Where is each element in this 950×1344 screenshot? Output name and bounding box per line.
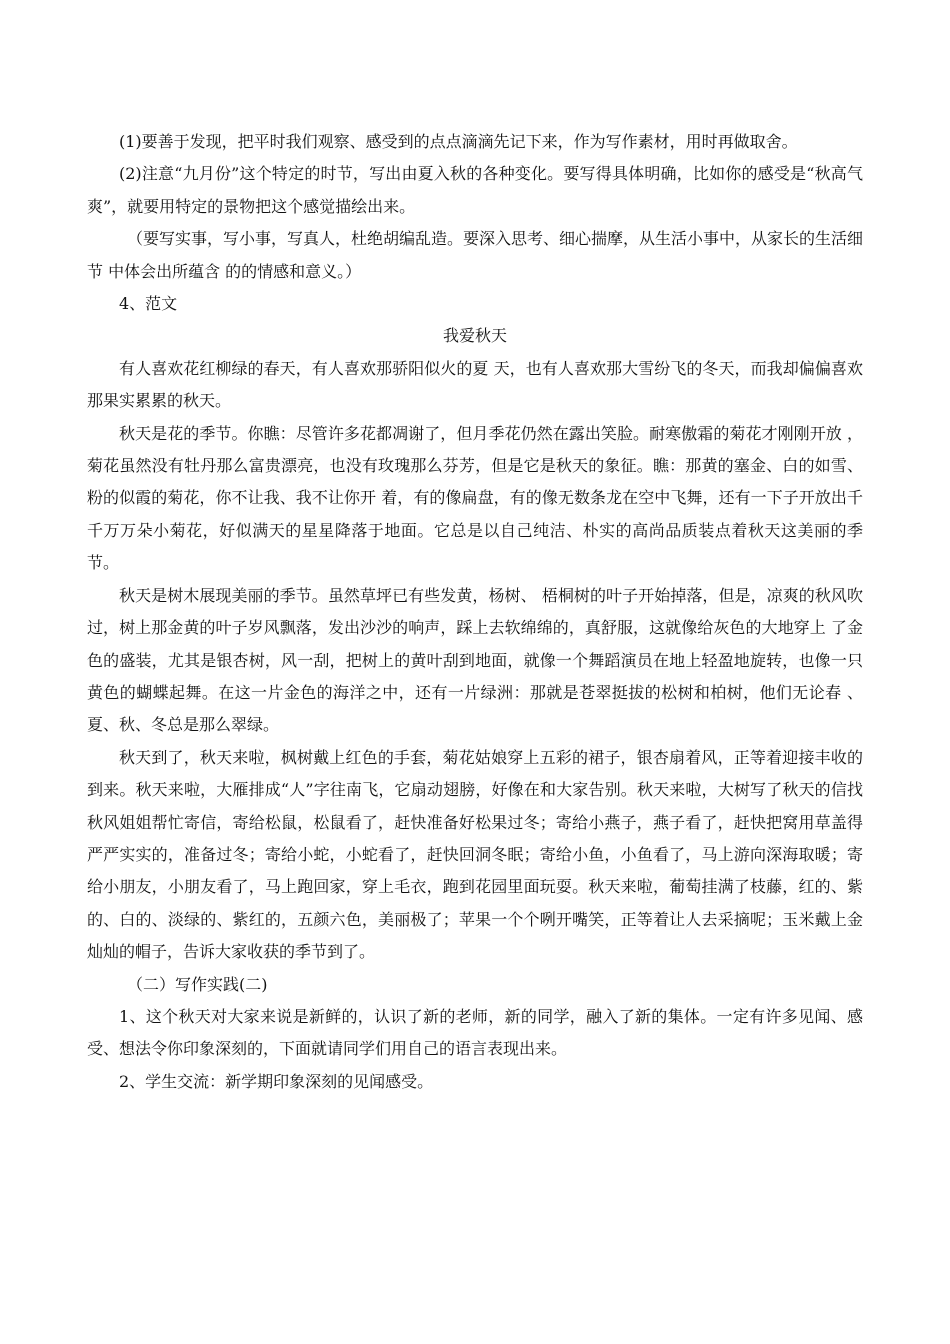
paragraph-tip-1: (1)要善于发现，把平时我们观察、感受到的点点滴滴先记下来，作为写作素材，用时再做取舍。 [119, 132, 798, 151]
document-page [87, 126, 863, 1098]
essay-paragraph-flowers: 秋天是花的季节。你瞧：尽管许多花都凋谢了，但月季花仍然在露出笑脸。耐寒傲霜的菊花才刚刚开放 ，菊花虽然没有牡丹那么富贵漂亮，也没有玫瑰那么芬芳，但是它是秋天的象征。瞧：那黄的塞金、白的如雪、粉的似霞的菊花，你不让我、我不让你开 着，有的像扁盘，有的像无数条龙在空中飞舞，还有一下子开放出千千万万朵小菊花，好似满天的星星降落于地面。它总是以自己纯洁、朴实的高尚品质装点着秋天这美丽的季节。 [87, 423, 863, 573]
practice-item-1: 1、这个秋天对大家来说是新鲜的，认识了新的老师，新的同学，融入了新的集体。一定有许多见闻、感受、想法令你印象深刻的，下面就请同学们用自己的语言表现出来。 [87, 1006, 863, 1059]
paragraph-tip-2: (2)注意“九月份”这个特定的时节，写出由夏入秋的各种变化。要写得具体明确，比如你的感受是“秋高气爽”，就要用特定的景物把这个感觉描绘出来。 [87, 164, 863, 216]
essay-title: 我爱秋天 [442, 326, 507, 346]
section-heading-practice: （二）写作实践(二) [127, 974, 268, 994]
section-heading-sample: 4、范文 [119, 294, 178, 314]
essay-paragraph-autumn-arrives: 秋天到了，秋天来啦，枫树戴上红色的手套，菊花姑娘穿上五彩的裙子，银杏扇着风，正等着迎接丰收的到来。秋天来啦，大雁排成“人”字往南飞，它扇动翅膀，好像在和大家告别。秋天来啦，大树写了秋天的信找秋风姐姐帮忙寄信，寄给松鼠，松鼠看了，赶快准备好松果过冬；寄给小燕子，燕子看了，赶快把窝用草盖得严严实实的，准备过冬；寄给小蛇，小蛇看了，赶快回洞冬眠；寄给小鱼，小鱼看了，马上游向深海取暖；寄给小朋友，小朋友看了，马上跑回家，穿上毛衣，跑到花园里面玩耍。秋天来啦，葡萄挂满了枝藤，红的、紫的、白的、淡绿的、紫红的，五颜六色，美丽极了；苹果一个个咧开嘴笑，正等着让人去采摘呢；玉米戴上金灿灿的帽子，告诉大家收获的季节到了。 [87, 747, 863, 962]
practice-item-2: 2、学生交流：新学期印象深刻的见闻感受。 [119, 1071, 434, 1091]
essay-paragraph-trees: 秋天是树木展现美丽的季节。虽然草坪已有些发黄，杨树、 梧桐树的叶子开始掉落，但是，凉爽的秋风吹过，树上那金黄的叶子岁风飘落，发出沙沙的响声，踩上去软绵绵的，真舒服，这就像给灰色的大地穿上 了金色的盛装，尤其是银杏树，风一刮，把树上的黄叶刮到地面，就像一个舞蹈演员在地上轻盈地旋转，也像一只黄色的蝴蝶起舞。在这一片金色的海洋之中，还有一片绿洲：那就是苍翠挺拔的松树和柏树，他们无论春 、夏、秋、冬总是那么翠绿。 [87, 585, 863, 735]
essay-paragraph-intro: 有人喜欢花红柳绿的春天，有人喜欢那骄阳似火的夏 天，也有人喜欢那大雪纷飞的冬天，而我却偏偏喜欢那果实累累的秋天。 [87, 358, 863, 411]
paragraph-note: （要写实事，写小事，写真人，杜绝胡编乱造。要深入思考、细心揣摩，从生活小事中，从家长的生活细节 中体会出所蕴含 的的情感和意义。） [87, 229, 864, 281]
